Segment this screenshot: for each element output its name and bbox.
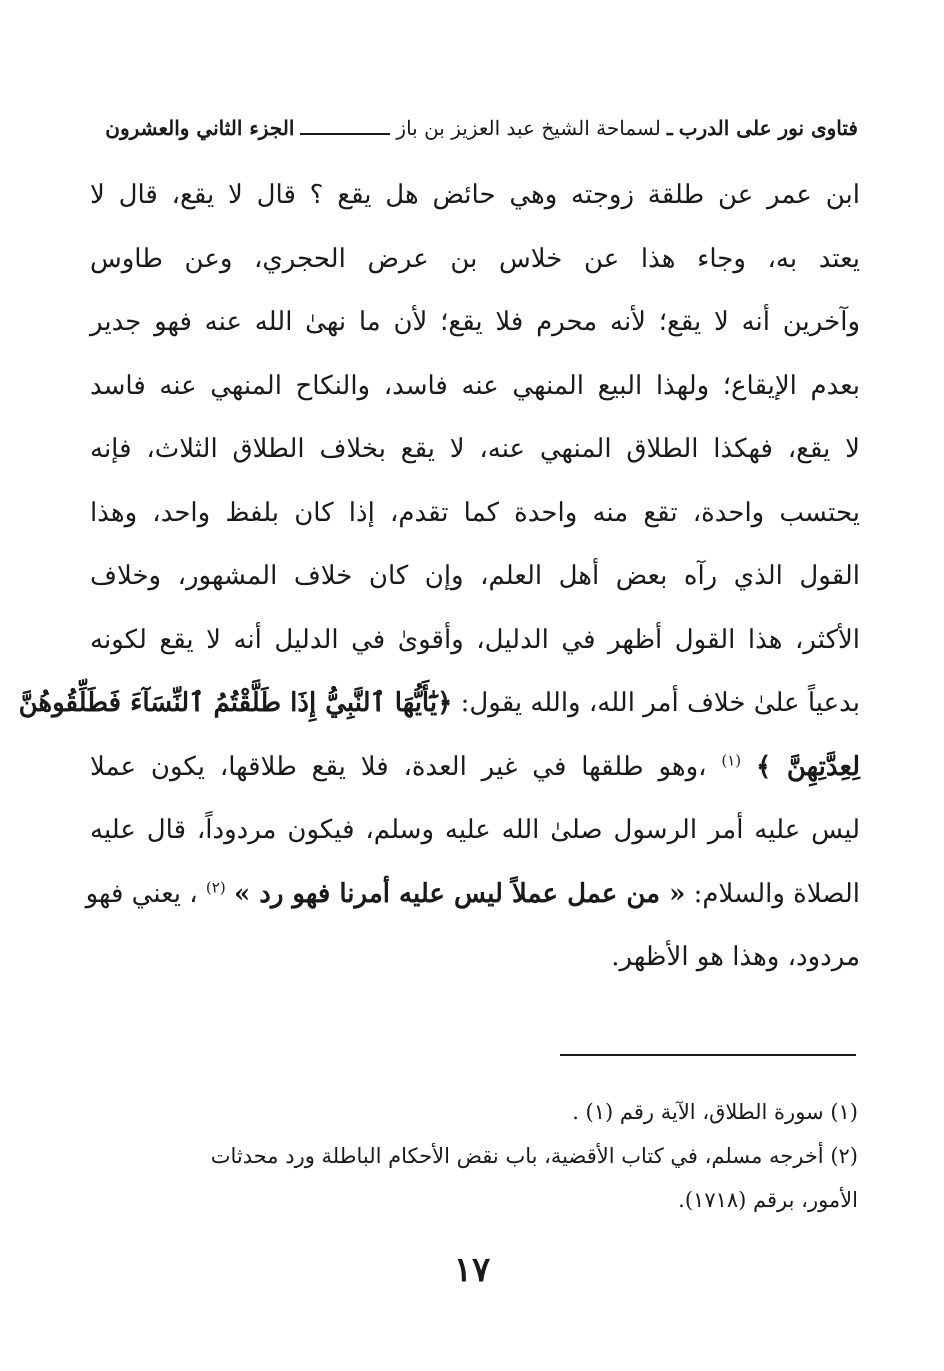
footnote-ref[interactable]: (١) (721, 750, 742, 769)
header-rule (300, 133, 390, 135)
header-separator: ـ (666, 116, 673, 140)
hadith-intro: الصلاة والسلام: (693, 878, 860, 909)
text-continuation: ،وهو طلقها في غير العدة، فلا يقع طلاقها، يكون عملا (90, 751, 707, 782)
text-line: الأكثر، هذا القول أظهر في الدليل، وأقوىٰ في الدليل أنه لا يقع لكونه (90, 624, 860, 655)
text-line: لا يقع، فهكذا الطلاق المنهي عنه، لا يقع بخلاف الطلاق الثلاث، فإنه (90, 434, 860, 464)
page-number: ١٧ (453, 1250, 491, 1290)
text-continuation: ، يعني فهو (85, 878, 198, 909)
footnotes (92, 1090, 858, 1222)
text-line: ابن عمر عن طلقة زوجته وهي حائض هل يقع ؟ قال لا يقع، قال لا (90, 180, 860, 210)
hadith-quote: « من عمل عملاً ليس عليه أمرنا فهو رد » (233, 878, 686, 909)
footnote-2-continued: الأمور، برقم (١٧١٨). (678, 1188, 858, 1212)
quran-verse: ﴿يَٰٓأَيُّهَا ٱلنَّبِيُّ إِذَا طَلَّقْتُمُ ٱلنِّسَآءَ فَطَلِّقُوهُنَّ (18, 688, 453, 718)
text-line (85, 863, 860, 927)
footnote-1: (١) سورة الطلاق، الآية رقم (١) . (572, 1100, 858, 1124)
footnote-ref[interactable]: (٢) (205, 877, 226, 896)
text-line: يعتد به، وجاء هذا عن خلاس بن عرض الحجري، وعن طاوس (90, 243, 860, 274)
text-line: ليس عليه أمر الرسول صلىٰ الله عليه وسلم، فيكون مردوداً، قال عليه (90, 815, 860, 845)
author-name: لسماحة الشيخ عبد العزيز بن باز (396, 116, 661, 140)
text-line: القول الذي رآه بعض أهل العلم، وإن كان خلاف المشهور، وخلاف (90, 561, 860, 591)
running-header (88, 108, 858, 148)
text-line: مردود، وهذا هو الأظهر. (611, 942, 860, 972)
footnote-2: (٢) أخرجه مسلم، في كتاب الأقضية، باب نقض الأحكام الباطلة ورد محدثات (210, 1144, 858, 1168)
text-line (18, 672, 860, 736)
text-line (90, 736, 860, 800)
footnote-divider (560, 1054, 856, 1056)
text-line: وآخرين أنه لا يقع؛ لأنه محرم فلا يقع؛ لأن ما نهىٰ الله عنه فهو جدير (90, 307, 860, 337)
quran-verse-end: لِعِدَّتِهِنَّ ﴾ (756, 751, 860, 782)
main-text (18, 164, 860, 990)
book-title: فتاوى نور على الدرب (678, 116, 858, 140)
volume-part: الجزء الثاني والعشرون (105, 116, 295, 140)
text-line: بعدم الإيقاع؛ ولهذا البيع المنهي عنه فاسد، والنكاح المنهي عنه فاسد (90, 370, 860, 401)
text-line: يحتسب واحدة، تقع منه واحدة كما تقدم، إذا كان بلفظ واحد، وهذا (90, 497, 860, 528)
verse-intro: بدعياً علىٰ خلاف أمر الله، والله يقول: (460, 688, 860, 718)
